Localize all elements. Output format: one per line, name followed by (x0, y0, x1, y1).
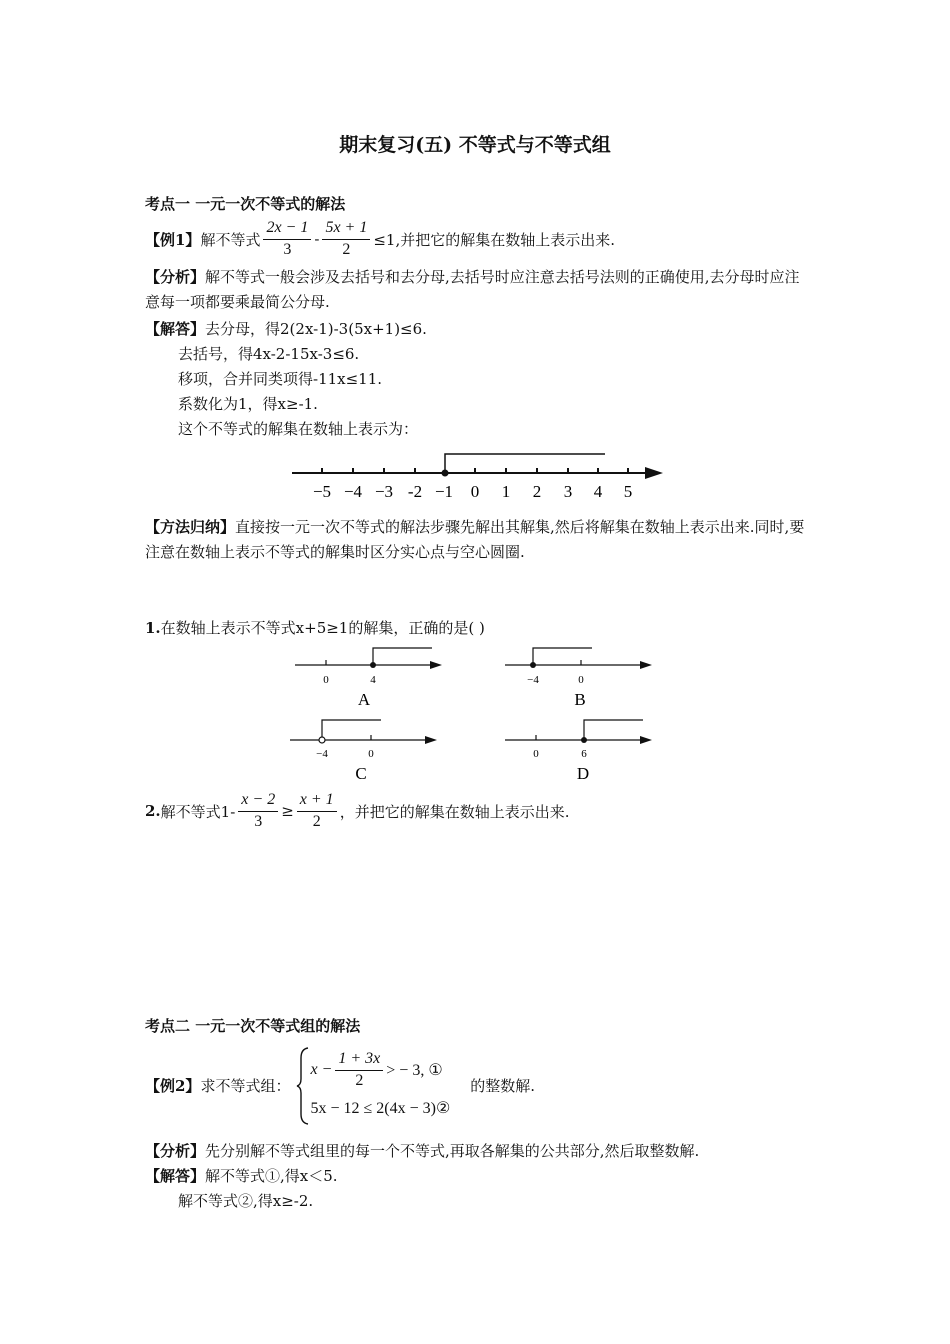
example2-suffix: 的整数解. (470, 1076, 536, 1095)
inequality-2: 5x − 12 ≤ 2(4x − 3)② (310, 1100, 451, 1117)
tick-label: -2 (407, 482, 423, 501)
method-tag: 【方法归纳】 (145, 518, 236, 536)
answer1-line4: 系数化为1，得x≥-1. (178, 395, 318, 413)
question1-text: 在数轴上表示不等式x+5≥1的解集，正确的是( ) (160, 619, 485, 637)
option-c-number-line[interactable] (285, 717, 445, 785)
example1-fraction-1 (263, 218, 311, 260)
solid-point (370, 662, 376, 668)
solid-point (530, 662, 536, 668)
tick-label: −1 (434, 482, 454, 501)
answer1-line1 (145, 318, 427, 339)
tick-label: −5 (312, 482, 332, 501)
answer2-line1 (145, 1165, 338, 1186)
fraction-numerator: x − 2 (238, 790, 278, 812)
fraction-numerator: 5x + 1 (322, 218, 370, 240)
answer1-line3: 移项，合并同类项得-11x≤11. (178, 370, 383, 388)
answer1-step: 去分母，得2(2x-1)-3(5x+1)≤6. (205, 320, 427, 338)
fraction-numerator: 1 + 3x (335, 1049, 383, 1071)
tick-labels (313, 482, 632, 501)
ineq1-right: > − 3, ① (386, 1062, 443, 1079)
analysis1-tag: 【分析】 (145, 268, 206, 286)
ineq1-fraction (335, 1049, 383, 1091)
inequality-system (296, 1046, 450, 1124)
fraction-denominator: 2 (342, 241, 351, 258)
solution-bracket (533, 648, 592, 665)
example2-prefix: 求不等式组： (200, 1076, 291, 1095)
answer2-line2: 解不等式②,得x≥-2. (178, 1192, 314, 1210)
example1-suffix: ≤1,并把它的解集在数轴上表示出来. (373, 230, 615, 249)
fraction-numerator: x + 1 (297, 790, 337, 812)
tick-label: −3 (374, 482, 394, 501)
analysis2 (145, 1140, 699, 1161)
axis-arrow-icon (645, 467, 663, 479)
tick-label: 3 (563, 482, 573, 501)
question2-fraction-1 (238, 790, 278, 832)
question2 (145, 790, 569, 832)
answer2-step: 解不等式①,得x＜5. (205, 1167, 338, 1185)
option-letter: C (355, 764, 367, 783)
tick-label: 6 (581, 748, 587, 760)
example1-prefix: 解不等式 (200, 230, 261, 249)
option-letter: D (576, 764, 590, 783)
hollow-point (319, 737, 325, 743)
tick-label: −4 (527, 674, 539, 686)
fraction-denominator: 2 (355, 1072, 364, 1089)
solution-bracket (445, 454, 605, 473)
solution-bracket (322, 720, 381, 737)
axis-arrow-icon (640, 661, 652, 669)
example1-fraction-2 (322, 218, 370, 260)
solid-point (581, 737, 587, 743)
axis-arrow-icon (425, 736, 437, 744)
tick-label: 0 (578, 674, 584, 686)
question2-number: 2. (145, 802, 161, 820)
left-brace-icon (296, 1046, 310, 1126)
fraction-denominator: 2 (312, 813, 321, 830)
analysis1-text: 解不等式一般会涉及去括号和去分母,去括号时应注意去括号法则的正确使用,去分母时应注意每一项都要乘最简公分母. (145, 268, 800, 311)
solution-bracket (584, 720, 643, 740)
tick-label: 4 (370, 674, 376, 686)
ineq1-left: x − (310, 1061, 333, 1078)
option-letter: B (574, 690, 586, 709)
section2-heading: 考点二 一元一次不等式组的解法 (145, 1017, 361, 1035)
section1-heading: 考点一 一元一次不等式的解法 (145, 195, 346, 213)
example1-tag: 【例1】 (145, 230, 201, 249)
answer1-line2: 去括号，得4x-2-15x-3≤6. (178, 345, 360, 363)
tick-label: −4 (316, 748, 328, 760)
method-summary (145, 515, 810, 565)
example2-line (145, 1045, 535, 1125)
tick-label: 0 (323, 674, 329, 686)
example1-number-line (285, 448, 670, 504)
tick-label: −4 (343, 482, 363, 501)
example1-line (145, 218, 615, 260)
option-letter: A (357, 690, 371, 709)
question2-fraction-2 (297, 790, 337, 832)
analysis2-tag: 【分析】 (145, 1142, 206, 1160)
question2-prefix: 解不等式1- (160, 802, 236, 821)
fraction-denominator: 3 (283, 241, 292, 258)
answer2-tag: 【解答】 (145, 1167, 206, 1185)
tick-label: 0 (533, 748, 539, 760)
inequality-1 (310, 1046, 450, 1094)
tick-label: 1 (501, 482, 511, 501)
question2-suffix: ，并把它的解集在数轴上表示出来. (339, 802, 570, 821)
tick-label: 0 (470, 482, 480, 501)
option-a-number-line[interactable] (290, 645, 450, 710)
page-title: 期末复习(五) 不等式与不等式组 (339, 134, 611, 156)
analysis2-text: 先分别解不等式组里的每一个不等式,再取各解集的公共部分,然后取整数解. (205, 1142, 700, 1160)
analysis1 (145, 265, 810, 315)
question2-geq: ≥ (281, 802, 294, 820)
solid-point (442, 470, 449, 477)
solution-bracket (373, 648, 432, 665)
example2-tag: 【例2】 (145, 1076, 201, 1095)
example1-minus: - (314, 230, 320, 248)
fraction-numerator: 2x − 1 (263, 218, 311, 240)
tick-label: 2 (532, 482, 542, 501)
method-text: 直接按一元一次不等式的解法步骤先解出其解集,然后将解集在数轴上表示出来.同时,要注意在数轴上表示不等式的解集时区分实心点与空心圆圈. (145, 518, 805, 561)
option-b-number-line[interactable] (500, 645, 660, 710)
answer1-line5: 这个不等式的解集在数轴上表示为： (178, 420, 419, 438)
question1-number: 1. (145, 619, 161, 637)
tick-label: 4 (593, 482, 603, 501)
axis-arrow-icon (640, 736, 652, 744)
fraction-denominator: 3 (254, 813, 263, 830)
question1 (145, 617, 485, 638)
answer1-tag: 【解答】 (145, 320, 206, 338)
option-d-number-line[interactable] (500, 717, 660, 785)
tick-label: 5 (623, 482, 633, 501)
tick-label: 0 (368, 748, 374, 760)
axis-arrow-icon (430, 661, 442, 669)
